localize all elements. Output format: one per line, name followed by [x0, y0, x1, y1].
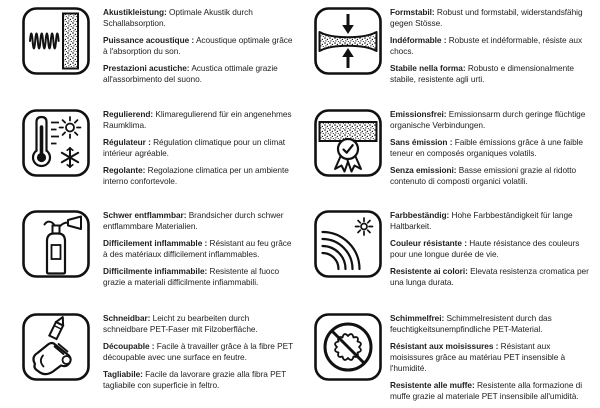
feature-paragraph-de	[103, 109, 296, 131]
feature-paragraph-it	[103, 63, 296, 85]
emission-free-icon	[314, 109, 382, 177]
feature-label: Senza emissioni:	[390, 165, 457, 175]
feature-paragraph-de	[390, 210, 594, 232]
feature-label: Indéformable :	[390, 35, 447, 45]
feature-label: Difficilmente infiammabile:	[103, 266, 208, 276]
feature-paragraph-de	[390, 313, 594, 335]
feature-paragraph-de	[103, 210, 296, 232]
feature-texts	[103, 210, 296, 294]
feature-paragraph-fr	[390, 35, 594, 57]
feature-paragraph-it	[390, 266, 594, 288]
feature-label: Régulateur :	[103, 137, 151, 147]
feature-texts	[390, 7, 594, 91]
feature-label: Farbbeständig:	[390, 210, 450, 220]
feature-texts	[390, 109, 594, 193]
feature-text: Hohe Farbbeständigkeit für lange Haltbarkeit.	[390, 210, 573, 231]
feature-label: Découpable :	[103, 341, 155, 351]
feature-paragraph-it	[103, 369, 296, 391]
feature-text: Schimmelresistent durch das feuchtigkeitsunempfindliche PET-Material.	[390, 313, 552, 334]
feature-label: Regulierend:	[103, 109, 154, 119]
climate-regulation-icon	[22, 109, 90, 177]
feature-paragraph-fr	[390, 341, 594, 374]
feature-paragraph-de	[390, 7, 594, 29]
feature-label: Resistente alle muffe:	[390, 380, 475, 390]
feature-paragraph-de	[390, 109, 594, 131]
feature-label: Sans émission :	[390, 137, 453, 147]
feature-text: Resistente al fuoco grazie a materiali difficilmente infiammabili.	[103, 266, 280, 287]
feature-label: Schimmelfrei:	[390, 313, 445, 323]
colorfast-icon	[314, 210, 382, 278]
feature-text: Klimaregulierend für ein angenehmes Raumklima.	[103, 109, 292, 130]
feature-label: Resistente ai colori:	[390, 266, 468, 276]
feature-paragraph-fr	[103, 35, 296, 57]
feature-paragraph-it	[103, 165, 296, 187]
feature-label: Schneidbar:	[103, 313, 151, 323]
feature-text: Résistant au feu grâce à des matériaux difficilement inflammables.	[103, 238, 292, 259]
feature-text: Résistant aux moisissures grâce au matériau PET insensible à l'humidité.	[390, 341, 566, 373]
feature-texts	[390, 210, 594, 294]
feature-texts	[390, 313, 594, 408]
feature-label: Résistant aux moisissures :	[390, 341, 499, 351]
feature-texts	[103, 313, 296, 397]
feature-label: Tagliabile:	[103, 369, 143, 379]
feature-paragraph-fr	[103, 238, 296, 260]
feature-text: Robust und formstabil, widerstandsfähig gegen Stösse.	[390, 7, 583, 28]
feature-text: Robuste et indéformable, résiste aux chocs.	[390, 35, 583, 56]
feature-label: Emissionsfrei:	[390, 109, 447, 119]
feature-label: Difficilement inflammable :	[103, 238, 208, 248]
feature-paragraph-it	[103, 266, 296, 288]
feature-label: Stabile nella forma:	[390, 63, 466, 73]
feature-label: Akustikleistung:	[103, 7, 167, 17]
form-stability-icon	[314, 7, 382, 75]
feature-paragraph-fr	[103, 341, 296, 363]
feature-text: Faible émissions grâce à une faible teneur en composés organiques volatils.	[390, 137, 583, 158]
feature-paragraph-it	[390, 380, 594, 402]
feature-paragraph-fr	[390, 238, 594, 260]
feature-label: Puissance acoustique :	[103, 35, 195, 45]
feature-paragraph-it	[390, 165, 594, 187]
feature-text: Leicht zu bearbeiten durch schneidbare PET-Faser mit Filzoberfläche.	[103, 313, 258, 334]
feature-text: Acoustique optimale grâce à l'absorption du son.	[103, 35, 293, 56]
cutting-icon	[22, 313, 90, 381]
feature-texts	[103, 109, 296, 193]
feature-text: Optimale Akustik durch Schallabsorption.	[103, 7, 253, 28]
feature-text: Facile da lavorare grazie alla fibra PET tagliabile con superficie in feltro.	[103, 369, 286, 390]
fire-extinguisher-icon	[22, 210, 90, 278]
sound-absorption-icon	[22, 7, 90, 75]
feature-text: Facile à travailler grâce à la fibre PET découpable avec une surface en feutre.	[103, 341, 293, 362]
feature-text: Haute résistance des couleurs pour une longue durée de vie.	[390, 238, 580, 259]
feature-paragraph-de	[103, 313, 296, 335]
feature-text: Régulation climatique pour un climat intérieur agréable.	[103, 137, 286, 158]
feature-text: Basse emissioni grazie al ridotto contenuto di composti organici volatili.	[390, 165, 577, 186]
feature-texts	[103, 7, 296, 91]
feature-text: Regolazione climatica per un ambiente interno confortevole.	[103, 165, 289, 186]
feature-text: Brandsicher durch schwer entflammbare Materialien.	[103, 210, 284, 231]
feature-label: Schwer entflammbar:	[103, 210, 187, 220]
mold-resistant-icon	[314, 313, 382, 381]
feature-text: Elevata resistenza cromatica per una lunga durata.	[390, 266, 589, 287]
feature-paragraph-fr	[103, 137, 296, 159]
feature-paragraph-fr	[390, 137, 594, 159]
feature-label: Prestazioni acustiche:	[103, 63, 190, 73]
feature-paragraph-de	[103, 7, 296, 29]
feature-text: Acustica ottimale grazie all'assorbimento del suono.	[103, 63, 278, 84]
feature-text: Resistente alla formazione di muffe grazie al materiale PET insensibile all'umidità.	[390, 380, 583, 401]
feature-label: Formstabil:	[390, 7, 435, 17]
feature-paragraph-it	[390, 63, 594, 85]
feature-label: Couleur résistante :	[390, 238, 467, 248]
feature-label: Regolante:	[103, 165, 146, 175]
feature-text: Robusto e dimensionalmente stabile, resistente agli urti.	[390, 63, 574, 84]
feature-text: Emissionsarm durch geringe flüchtige organische Verbindungen.	[390, 109, 586, 130]
